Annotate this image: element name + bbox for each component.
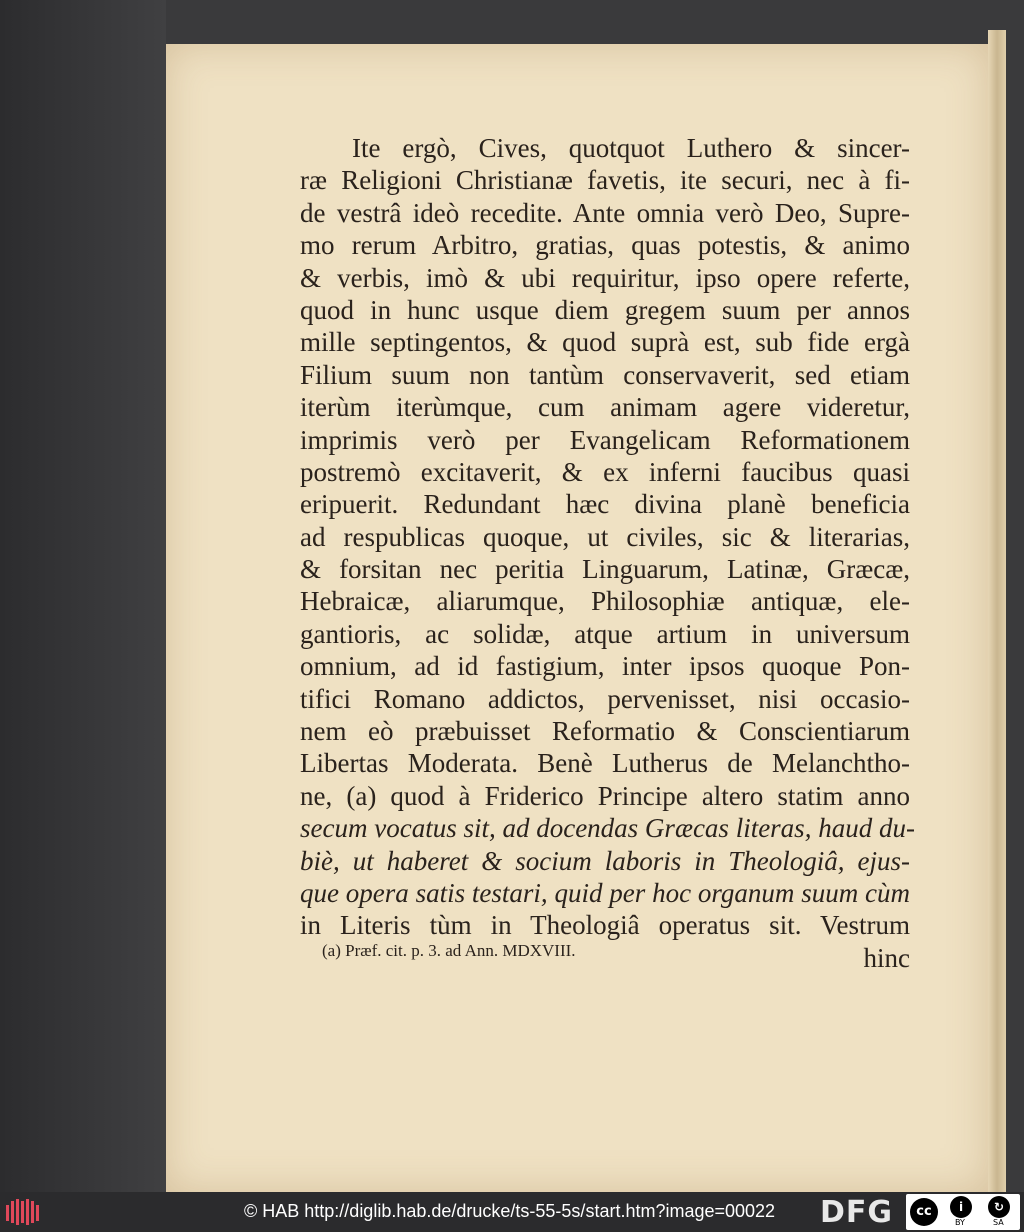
cc-license-badge[interactable]: [906, 1194, 1020, 1230]
text-line: Filium suum non tantùm conservaverit, sed etiam: [300, 359, 910, 390]
footer-bar: [0, 1192, 1024, 1232]
body-text: [300, 132, 915, 974]
text-line: Libertas Moderata. Benè Lutherus de Melanchtho-: [300, 748, 910, 779]
page-edges-right: [988, 30, 1006, 1192]
by-icon: i: [950, 1196, 972, 1218]
copyright-link[interactable]: © HAB http://diglib.hab.de/drucke/ts-55-5s/start.htm?image=00022: [244, 1201, 776, 1221]
dfg-logo: DFG: [820, 1195, 894, 1230]
text-line: gantioris, ac solidæ, atque artium in universum: [300, 618, 910, 649]
catchword: hinc: [863, 942, 910, 973]
book-cover-left: [0, 0, 166, 1192]
text-line: biè, ut haberet & socium laboris in Theologiâ, ejus-: [300, 845, 910, 876]
text-line: & forsitan nec peritia Linguarum, Latinæ, Græcæ,: [300, 554, 910, 585]
text-line: quod in hunc usque diem gregem suum per annos: [300, 294, 910, 325]
text-line: iterùm iterùmque, cum animam agere videretur,: [300, 392, 910, 423]
text-line: omnium, ad id fastigium, inter ipsos quoque Pon-: [300, 651, 910, 682]
text-line: de vestrâ ideò recedite. Ante omnia verò Deo, Supre-: [300, 197, 910, 228]
hab-logo-icon: [6, 1197, 40, 1227]
text-line: ad respublicas quoque, ut civiles, sic & literarias,: [300, 521, 910, 552]
text-line: que opera satis testari, quid per hoc organum suum cùm: [300, 877, 910, 908]
text-line: ræ Religioni Christianæ favetis, ite securi, nec à fi-: [300, 165, 910, 196]
text-line: nem eò præbuisset Reformatio & Conscientiarum: [300, 716, 910, 747]
text-line: in Literis tùm in Theologiâ operatus sit. Vestrum: [300, 910, 910, 941]
text-line: mo rerum Arbitro, gratias, quas potestis, & animo: [300, 230, 910, 261]
text-line: ne, (a) quod à Friderico Principe altero statim anno: [300, 780, 910, 811]
text-line: tifici Romano addictos, pervenisset, nisi occasio-: [300, 683, 910, 714]
text-line: eripuerit. Redundant hæc divina planè beneficia: [300, 489, 910, 520]
license-by-label: BY: [955, 1218, 965, 1227]
text-line: mille septingentos, & quod suprà est, sub fide ergà: [300, 327, 910, 358]
sa-icon: ↻: [988, 1196, 1010, 1218]
footnote: (a) Præf. cit. p. 3. ad Ann. MDXVIII.: [322, 941, 576, 960]
text-line: secum vocatus sit, ad docendas Græcas literas, haud du-: [300, 813, 915, 844]
text-line: Ite ergò, Cives, quotquot Luthero & sincer-: [352, 133, 910, 163]
cc-icon: cc: [910, 1198, 938, 1226]
text-line: Hebraicæ, aliarumque, Philosophiæ antiquæ, ele-: [300, 586, 910, 617]
text-line: postremò excitaverit, & ex inferni faucibus quasi: [300, 456, 910, 487]
license-sa-label: SA: [993, 1218, 1004, 1227]
text-line: & verbis, imò & ubi requiritur, ipso opere referte,: [300, 262, 910, 293]
text-line: imprimis verò per Evangelicam Reformationem: [300, 424, 910, 455]
